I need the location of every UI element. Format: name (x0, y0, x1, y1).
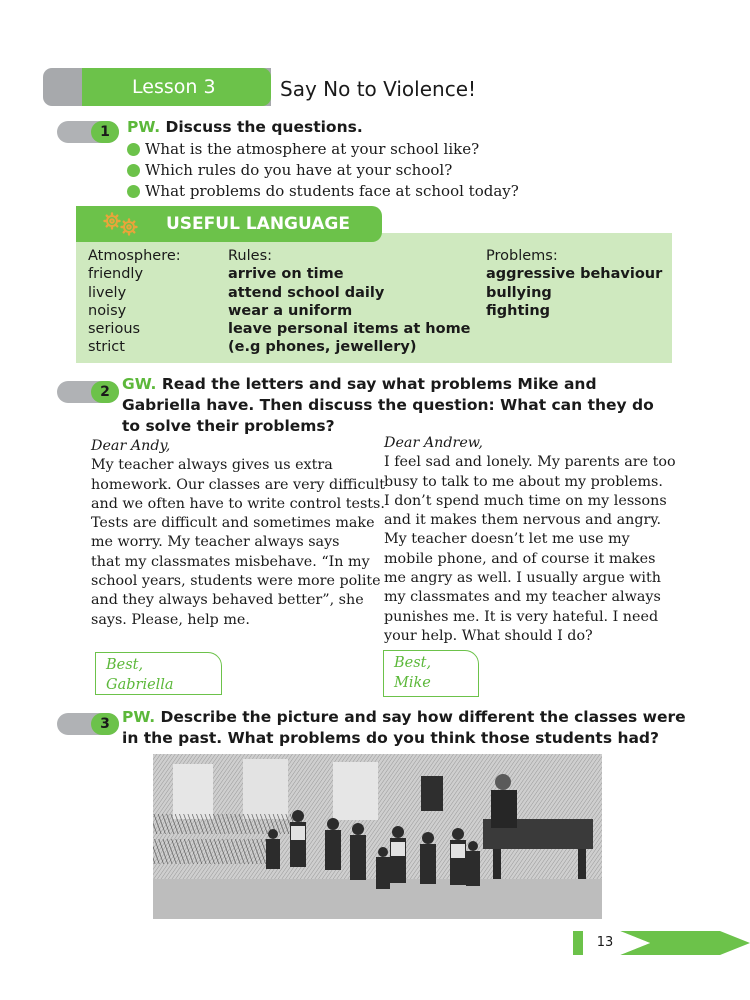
letter-line: busy to talk to me about my problems. (384, 473, 663, 490)
letter-line: and they always behaved better”, she (91, 592, 364, 609)
letter-line: my classmates and my teacher always (384, 589, 661, 606)
letter-line: I don’t spend much time on my lessons (384, 492, 667, 509)
letter-line: me angry as well. I usually argue with (384, 570, 661, 587)
atmosphere-item: serious (88, 321, 141, 338)
exercise-2-tag: GW. (122, 375, 157, 393)
letter-line: My teacher always gives us extra (91, 457, 333, 474)
problems-item: fighting (486, 302, 551, 319)
atmosphere-heading: Atmosphere: (88, 248, 181, 264)
signature-name: Mike (394, 675, 431, 691)
rules-item: attend school daily (228, 284, 385, 301)
letter-line: that my classmates misbehave. “In my (91, 553, 370, 570)
problems-item: aggressive behaviour (486, 266, 663, 283)
letter-line: school years, students were more polite (91, 573, 381, 590)
question-item: Which rules do you have at your school? (127, 160, 519, 181)
exercise-2-badge (57, 381, 119, 403)
exercise-2-line: to solve their problems? (122, 417, 335, 435)
problems-item: bullying (486, 284, 552, 301)
letter-greeting: Dear Andy, (91, 438, 171, 454)
page-number-bar (573, 931, 583, 955)
letter-line: My teacher doesn’t let me use my (384, 531, 630, 548)
exercise-3-badge (57, 713, 119, 735)
exercise-1-text: Discuss the questions. (165, 118, 363, 136)
question-list (127, 139, 519, 202)
letter-line: your help. What should I do? (384, 627, 593, 644)
rules-item: wear a uniform (228, 302, 353, 319)
exercise-1-instruction (127, 117, 363, 138)
exercise-3-line: in the past. What problems do you think those students had? (122, 729, 660, 747)
letter-line: homework. Our classes are very difficult (91, 476, 386, 493)
atmosphere-item: strict (88, 339, 125, 356)
exercise-1-number: 1 (91, 121, 119, 143)
page-number: 13 (587, 931, 623, 955)
atmosphere-item: noisy (88, 302, 127, 319)
rules-item: leave personal items at home (228, 321, 471, 338)
exercise-1-badge (57, 121, 119, 143)
exercise-2-line: Gabriella have. Then discuss the question: What can they do (122, 396, 654, 414)
letter-line: and we often have to write control tests. (91, 495, 385, 512)
problems-column (486, 247, 662, 320)
gears-icon (102, 212, 142, 236)
letter-line: says. Please, help me. (91, 611, 250, 628)
classroom-picture (153, 754, 602, 919)
atmosphere-column (88, 247, 181, 357)
exercise-3-number: 3 (91, 713, 119, 735)
rules-item: arrive on time (228, 266, 344, 283)
exercise-1-tag: PW. (127, 118, 161, 136)
letter-line: me worry. My teacher always says (91, 534, 340, 551)
signature-mike (383, 650, 479, 697)
problems-heading: Problems: (486, 248, 558, 264)
signature-name: Gabriella (106, 677, 174, 693)
arrow-right-icon (620, 931, 750, 955)
letter-line: I feel sad and lonely. My parents are too (384, 454, 676, 471)
lesson-label: Lesson 3 (82, 68, 271, 106)
signature-gabriella (95, 652, 222, 695)
exercise-3-tag: PW. (122, 708, 156, 726)
letter-mike (384, 434, 676, 646)
useful-language-title: USEFUL LANGUAGE (76, 206, 382, 242)
exercise-2-line: Read the letters and say what problems Mike and (161, 375, 597, 393)
lesson-title: Say No to Violence! (280, 77, 477, 101)
question-item: What is the atmosphere at your school like? (127, 139, 519, 160)
question-item: What problems do students face at school today? (127, 181, 519, 202)
signature-closing: Best, (394, 655, 432, 671)
atmosphere-item: friendly (88, 266, 144, 283)
rules-heading: Rules: (228, 248, 273, 264)
exercise-3-instruction (122, 707, 686, 749)
letter-line: and it makes them nervous and angry. (384, 512, 662, 529)
exercise-2-number: 2 (91, 381, 119, 403)
letter-line: Tests are difficult and sometimes make (91, 515, 375, 532)
rules-column (228, 247, 471, 357)
signature-closing: Best, (106, 657, 144, 673)
letter-line: punishes me. It is very hateful. I need (384, 608, 659, 625)
letter-line: mobile phone, and of course it makes (384, 550, 656, 567)
rules-item: (e.g phones, jewellery) (228, 339, 417, 356)
atmosphere-item: lively (88, 284, 127, 301)
letter-gabriella (91, 437, 385, 630)
exercise-3-line: Describe the picture and say how different the classes were (160, 708, 686, 726)
letter-greeting: Dear Andrew, (384, 435, 483, 451)
exercise-2-instruction (122, 374, 654, 437)
